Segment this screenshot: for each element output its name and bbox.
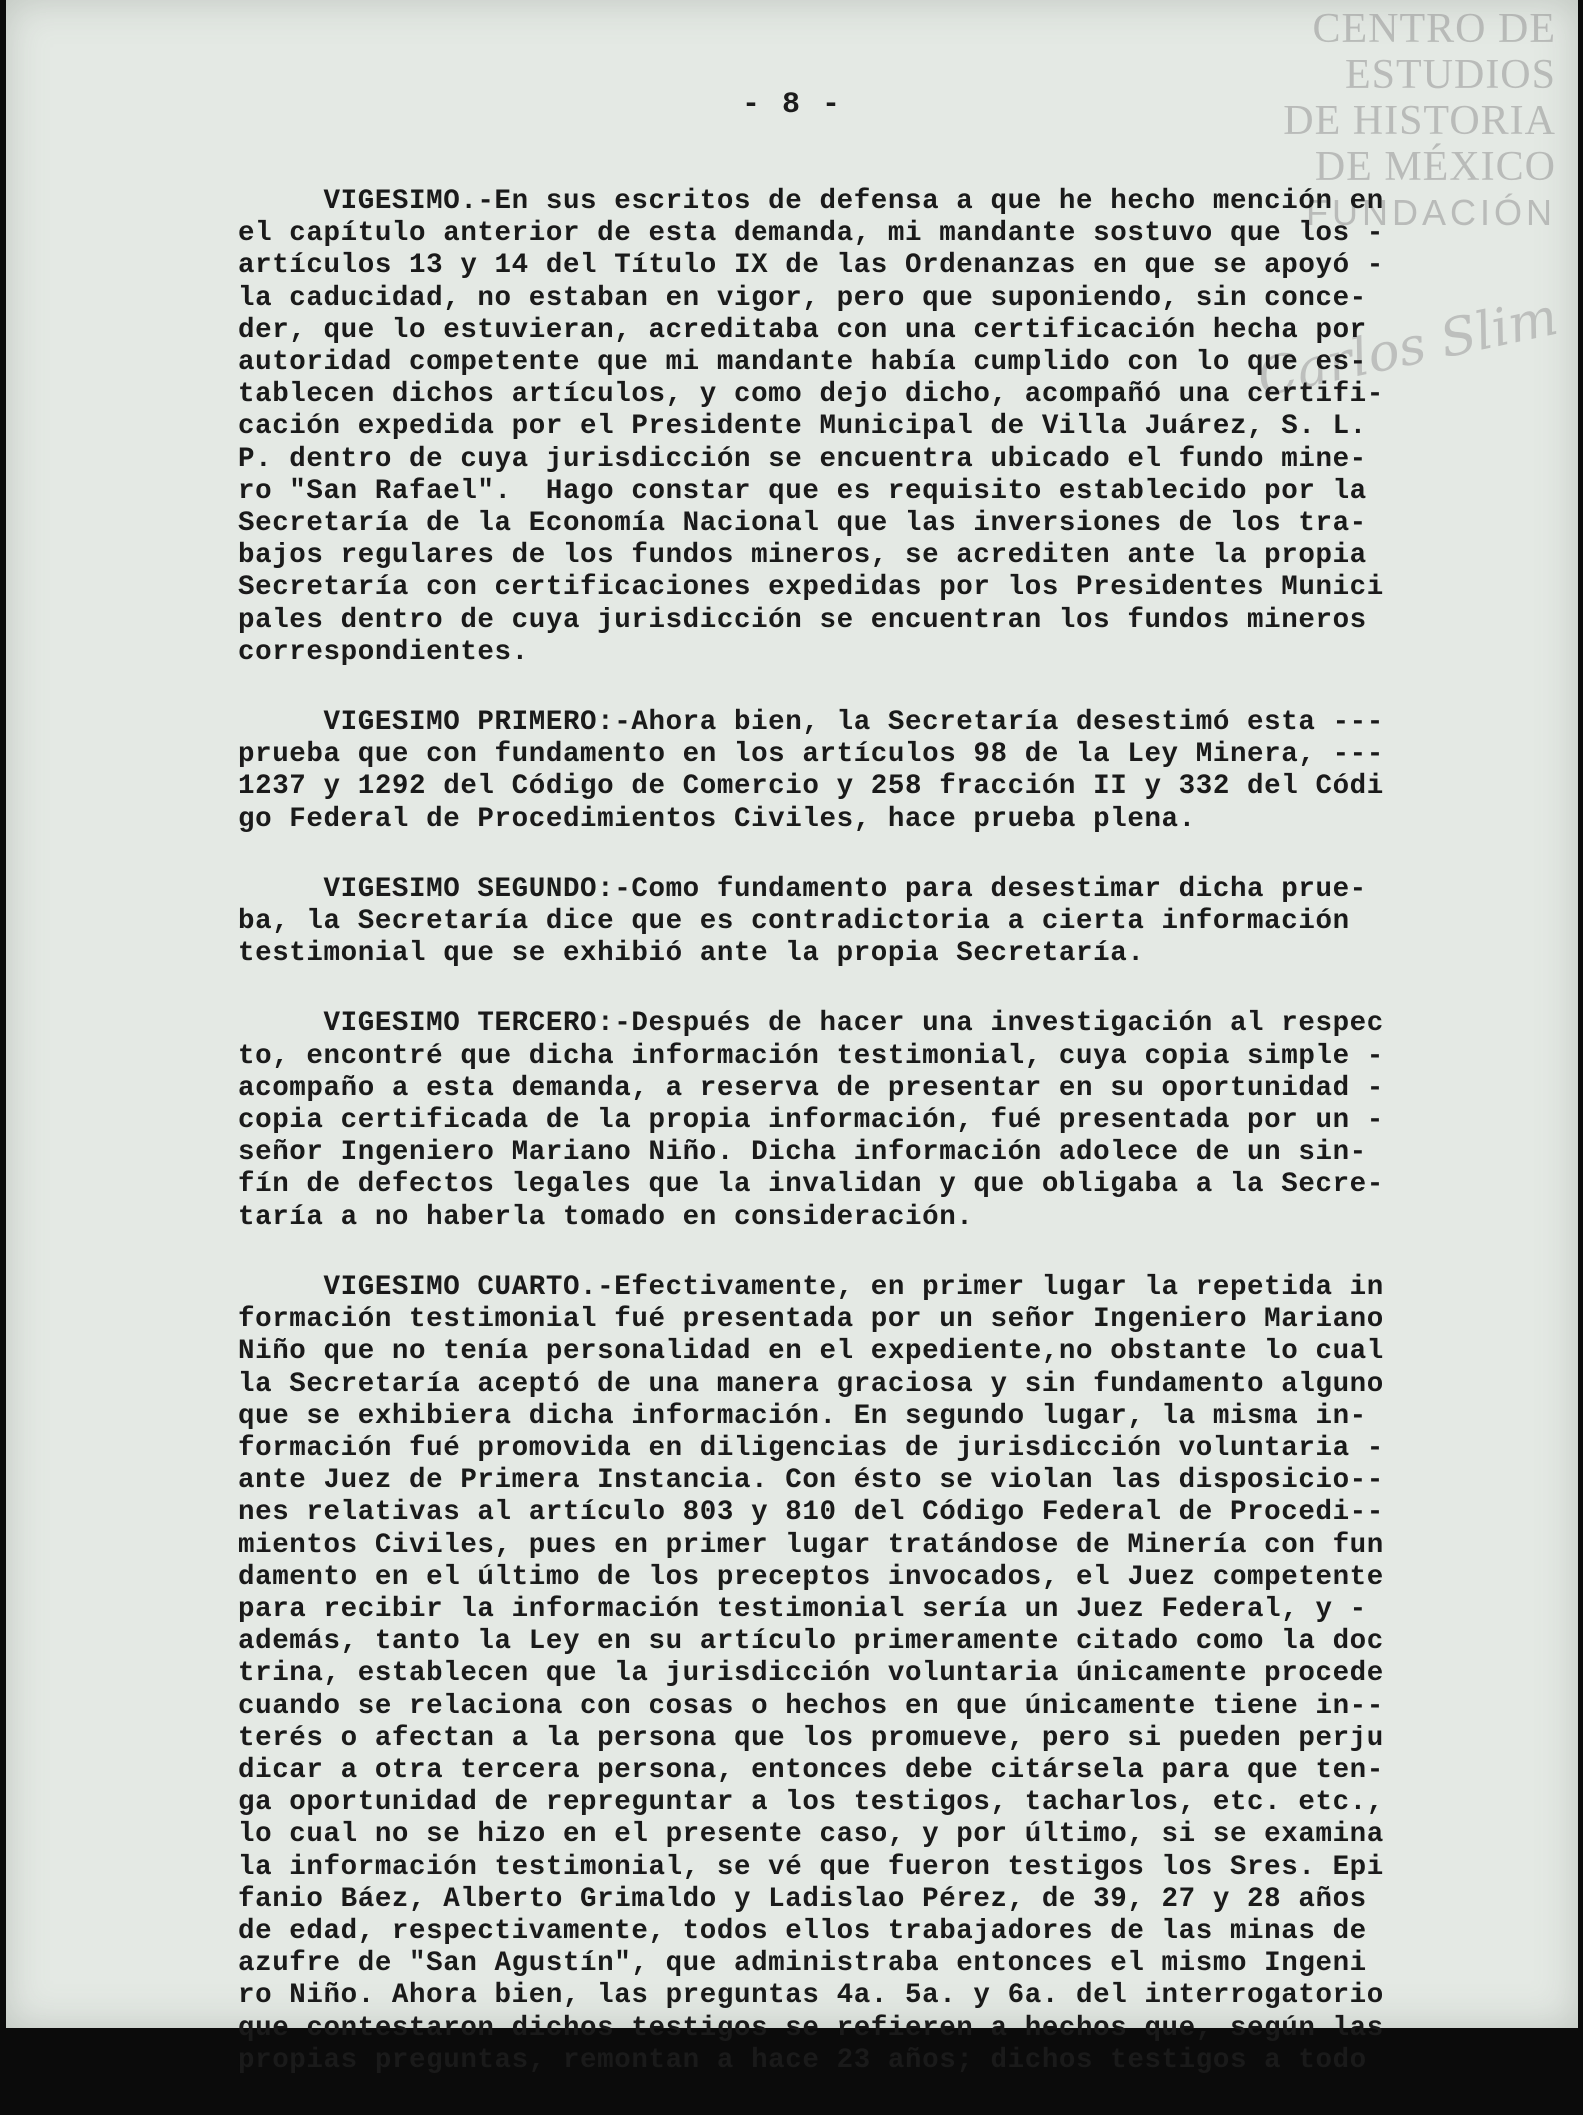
text-line: para recibir la información testimonial sería un Juez Federal, y - [238,1593,1367,1625]
text-line: go Federal de Procedimientos Civiles, hace prueba plena. [238,803,1196,835]
text-line: de edad, respectivamente, todos ellos trabajadores de las minas de [238,1915,1367,1947]
paragraph [238,186,1478,669]
text-line: el capítulo anterior de esta demanda, mi mandante sostuvo que los - [238,218,1384,250]
watermark-signature: Carlos Slim [1252,286,1563,410]
text-line: tablecen dichos artículos, y como dejo dicho, acompañó una certifi- [238,379,1384,411]
paragraph [238,707,1478,836]
text-line: Secretaría con certificaciones expedidas por los Presidentes Munici [238,572,1384,604]
text-line: acompaño a esta demanda, a reserva de presentar en su oportunidad - [238,1072,1384,1104]
text-line: VIGESIMO TERCERO:-Después de hacer una investigación al respec [238,1008,1384,1040]
text-line: señor Ingeniero Mariano Niño. Dicha información adolece de un sin- [238,1137,1367,1169]
text-line: VIGESIMO PRIMERO:-Ahora bien, la Secretaría desestimó esta --- [238,707,1384,739]
text-line: ro "San Rafael". Hago constar que es requisito establecido por la [238,475,1367,507]
watermark-line: DE MÉXICO [1314,144,1556,190]
text-line: la Secretaría aceptó de una manera graciosa y sin fundamento alguno [238,1368,1384,1400]
text-line: que contestaron dichos testigos se refieren a hechos que, según las [238,2012,1384,2044]
document-page [6,0,1578,2076]
text-line: pales dentro de cuya jurisdicción se encuentran los fundos mineros [238,604,1367,636]
text-line: ante Juez de Primera Instancia. Con ésto se violan las disposicio-- [238,1465,1384,1497]
text-line: lo cual no se hizo en el presente caso, y por último, si se examina [238,1819,1384,1851]
text-line: azufre de "San Agustín", que administraba entonces el mismo Ingeni [238,1948,1367,1980]
page-number: - 8 - [741,88,842,122]
text-line: correspondientes. [238,636,529,668]
text-line: damento en el último de los preceptos invocados, el Juez competente [238,1561,1384,1593]
text-line: trina, establecen que la jurisdicción voluntaria únicamente procede [238,1658,1384,1690]
text-line: que se exhibiera dicha información. En segundo lugar, la misma in- [238,1400,1367,1432]
text-line: VIGESIMO CUARTO.-Efectivamente, en primer lugar la repetida in [238,1271,1384,1303]
text-line: formación testimonial fué presentada por un señor Ingeniero Mariano [238,1304,1384,1336]
watermark-line: DE HISTORIA [1283,98,1556,144]
text-line: VIGESIMO SEGUNDO:-Como fundamento para desestimar dicha prue- [238,873,1367,905]
text-line: autoridad competente que mi mandante había cumplido con lo que es- [238,347,1367,379]
text-line: ro Niño. Ahora bien, las preguntas 4a. 5a. y 6a. del interrogatorio [238,1980,1384,2012]
text-line: 1237 y 1292 del Código de Comercio y 258 fracción II y 332 del Códi [238,771,1384,803]
text-line: cuando se relaciona con cosas o hechos en que únicamente tiene in-- [238,1690,1384,1722]
watermark-line: ESTUDIOS [1344,52,1556,98]
text-line: P. dentro de cuya jurisdicción se encuentra ubicado el fundo mine- [238,443,1367,475]
text-line: dicar a otra tercera persona, entonces debe citársela para que ten- [238,1754,1384,1786]
text-line: testimonial que se exhibió ante la propia Secretaría. [238,938,1145,970]
watermark-line: FUNDACIÓN [1306,192,1556,233]
text-line: der, que lo estuvieran, acreditaba con una certificación hecha por [238,314,1367,346]
text-line: nes relativas al artículo 803 y 810 del Código Federal de Procedi-- [238,1497,1384,1529]
text-line: fanio Báez, Alberto Grimaldo y Ladislao Pérez, de 39, 27 y 28 años [238,1883,1367,1915]
text-line: además, tanto la Ley en su artículo primeramente citado como la doc [238,1626,1384,1658]
text-line: Secretaría de la Economía Nacional que las inversiones de los tra- [238,508,1367,540]
text-line: ba, la Secretaría dice que es contradictoria a cierta información [238,906,1350,938]
text-line: mientos Civiles, pues en primer lugar tratándose de Minería con fun [238,1529,1384,1561]
text-line: la caducidad, no estaban en vigor, pero que suponiendo, sin conce- [238,282,1367,314]
text-line: terés o afectan a la persona que los promueve, pero si pueden perju [238,1722,1384,1754]
text-line: propias preguntas, remontan a hace 23 años; dichos testigos a todo [238,2044,1367,2076]
paragraph [238,1272,1478,2077]
watermark-line: CENTRO DE [1312,6,1556,52]
text-line: VIGESIMO.-En sus escritos de defensa a que he hecho mención en [238,186,1384,217]
text-line: la información testimonial, se vé que fueron testigos los Sres. Epi [238,1851,1384,1883]
text-line: fín de defectos legales que la invalidan y que obligaba a la Secre- [238,1169,1384,1201]
paragraph [238,874,1478,971]
text-line: taría a no haberla tomado en consideración. [238,1201,974,1233]
text-line: Niño que no tenía personalidad en el expediente,no obstante lo cual [238,1336,1384,1368]
text-line: prueba que con fundamento en los artículos 98 de la Ley Minera, --- [238,739,1384,771]
text-line: ga oportunidad de repreguntar a los testigos, tacharlos, etc. etc., [238,1787,1384,1819]
text-line: formación fué promovida en diligencias de jurisdicción voluntaria - [238,1432,1384,1464]
text-line: cación expedida por el Presidente Municipal de Villa Juárez, S. L. [238,411,1367,443]
paragraph [238,1008,1478,1233]
text-line: to, encontré que dicha información testimonial, cuya copia simple - [238,1040,1384,1072]
text-line: artículos 13 y 14 del Título IX de las Ordenanzas en que se apoyó - [238,250,1384,282]
document-body [238,186,1478,2115]
text-line: copia certificada de la propia información, fué presentada por un - [238,1105,1384,1137]
text-line: bajos regulares de los fundos mineros, se acrediten ante la propia [238,540,1367,572]
